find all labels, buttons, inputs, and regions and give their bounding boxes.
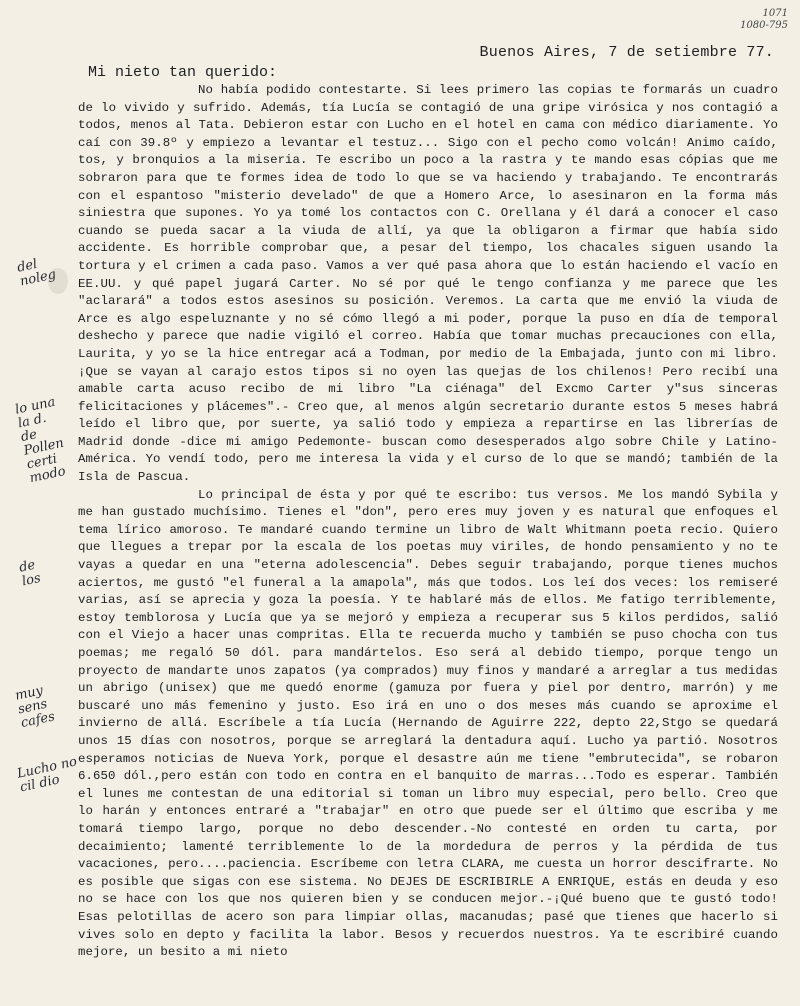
archive-ref-line-1: 1071 bbox=[762, 8, 788, 19]
margin-note-3: de los bbox=[17, 557, 43, 590]
margin-note-1: del noleg bbox=[15, 256, 58, 290]
archive-ref-line-2: 1080-795 bbox=[740, 20, 788, 31]
letter-paragraph-1: No había podido contestarte. Si lees primero las copias te formarás un cuadro de lo vivido y sufrido. Además, tía Lucía se contagió de una gripe virósica y nos contagió a todos, menos al Tata. Debieron estar con Lucho en el hotel en cama con médico diariamente. Yo caí con 39.8º y empiezo a levantar el testuz... Sigo con el pecho como volcán! Animo caído, tos, y bronquios a la miseria. Te escribo un poco a la rastra y te mando esas cópias que me sobraron para que te formes idea de todo lo que se va haciendo y trabajando. Te encontrarás con el espantoso "misterio develado" de que a Homero Arce, lo asesinaron en la forma más siniestra que supones. Yo ya tomé los contactos con C. Orellana y él dará a conocer el caso cuando se pueda sacar a la viuda de allí, ya que la obligaron a firmar que había sido accidente. Es horrible comprobar que, a pesar del tiempo, los chacales siguen usando la tortura y el crimen a cada paso. Vamos a ver qué pasa ahora que lo están haciendo el vacío en EE.UU. y qué papel jugará Carter. No sé por qué le tengo confianza y me parece que les "aclarará" a todos estos asesinos su posición. Veremos. La carta que me envió la viuda de Arce es algo espeluznante y no sé cómo llegó a mi poder, porque la puso en día de temporal deshecho y parece que nadie vigiló el correo. Había que tomar muchas precauciones con ella, Laurita, y yo se la hice entregar acá a Todman, por medio de la Embajada, junto con mi libro. ¡Que se vayan al carajo estos tipos si no oyen las quejas de los chilenos! Pero recibí una amable carta acuso recibo de mi libro "La ciénaga" del Excmo Carter y"sus sinceras felicitaciones y plácemes".- Creo que, al menos algún secretario durante estos 5 meses habrá leído el libro que, por suerte, ya salió todo y empieza a repartirse en las librerías de Madrid donde -dice mi amigo Pedemonte- buscan como desesperados algo sobre Chile y Latino-América. Yo vendí todo, pero me interesa la vida y el curso de lo que se mandó; también de la Isla de Pascua. bbox=[78, 83, 778, 485]
letter-salutation: Mi nieto tan querido: bbox=[88, 64, 278, 81]
margin-note-4: muy sens cafes bbox=[13, 683, 57, 732]
letter-body bbox=[78, 82, 778, 962]
margin-note-2: lo una la d. de Pollen certi modo bbox=[13, 394, 67, 487]
archive-reference bbox=[740, 8, 788, 32]
letter-dateline: Buenos Aires, 7 de setiembre 77. bbox=[479, 44, 774, 61]
letter-paragraph-2: Lo principal de ésta y por qué te escribo: tus versos. Me los mandó Sybila y me han gustado muchísimo. Tienes el "don", pero eres muy joven y es natural que enfoques el tema lírico amoroso. Te mandaré cuando termine un libro de Walt Whitmann poeta recio. Quiero que llegues a trepar por la escala de los poetas muy viriles, de hondo pensamiento y no te vayas a quedar en una "eterna adolescencia". Debes seguir trabajando, porque tienes muchos aciertos, me gustó "el funeral a la amapola", más que todos. Los leí dos veces: los remiseré varias, así se aprecia y goza la poesía. Y te hablaré más de ellos. Me fatigo terriblemente, estoy temblorosa y Lucía que ya se mejoró y empieza a recuperar sus 5 kilos perdidos, salió con el Viejo a hacer unas compritas. Ella te recuerda mucho y también se puso chocha con tus poemas; me regaló 50 dól. para mandártelos. Eso será al debido tiempo, porque tengo un proyecto de mandarte unos zapatos (ya comprados) muy finos y mandaré a arreglar a tus medidas un abrigo (unisex) que me quedó enorme (gamuza por fuera y piel por dentro, marrón) y me buscaré uno más femenino y justo. Eso irá en uno o dos meses más cuando se aproxime el invierno de allá. Escríbele a tía Lucía (Hernando de Aguirre 222, depto 22,Stgo se quedará unos 15 días con nosotros, porque se arreglará la dentadura aquí. Lucho ya partió. Nosotros esperamos noticias de Nueva York, porque el desastre aún me tiene "embrutecida", se robaron 6.650 dól.,pero están con todo en contra en el banquito de marras...Todo es esperar. También el lunes me contestan de una editorial si toman un libro muy especial, pero bello. Creo que lo harán y entonces entraré a "trabajar" en otro que puede ser el último que escriba y me tomará tiempo largo, porque no debo descender.-No contesté en orden tu carta, por decaimiento; lamenté terriblemente lo de la mordedura de perros y la pérdida de tus vacaciones, pero....paciencia. Escríbeme con letra CLARA, me cuesta un horror descifrarte. No es posible que sigas con ese sistema. No DEJES DE ESCRIBIRLE A ENRIQUE, estás en deuda y eso no se hace con los que nos quieren bien y se conducen mejor.-¡Qué bueno que te gustó todo! Esas pelotillas de acero son para limpiar ollas, macanudas; pasé que tienes que hacerlo si vives solo en depto y facilita la labor. Besos y recuerdos nuestros. Ya te escribiré cuando mejore, un besito a mi nieto bbox=[78, 487, 778, 960]
margin-note-5: Lucho no cil dio bbox=[15, 754, 79, 796]
